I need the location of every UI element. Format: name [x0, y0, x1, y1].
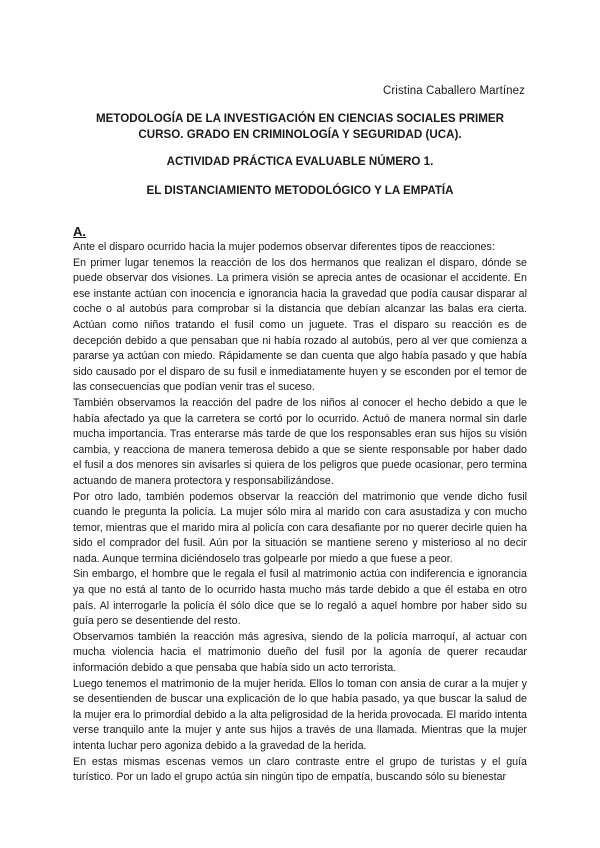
paragraph: Sin embargo, el hombre que le regala el fusil al matrimonio actúa con indiferencia e ignorancia ya que no está al tanto de lo ocurrido hasta mucho más tarde debido a que él estaba en otro país. Al interrogarle la policía él sólo dice que se lo regaló a aquel hombre por haber sido su guía pero se desentiende del resto.: [73, 568, 527, 628]
paragraph: En estas mismas escenas vemos un claro contraste entre el grupo de turistas y el guía turístico. Por un lado el grupo actúa sin ningún tipo de empatía, buscando sólo su bienestar: [73, 755, 527, 784]
paragraph: Observamos también la reacción más agresiva, siendo de la policía marroquí, al actuar con mucha violencia hacia el matrimonio dueño del fusil por la agonía de querer recaudar información debido a que pensaba que había sido un acto terrorista.: [73, 630, 527, 675]
paragraph: Por otro lado, también podemos observar la reacción del matrimonio que vende dicho fusil cuando le pregunta la policía. La mujer sólo mira al marido con cara asustadiza y con mucho temor, mientras que el marido mira al policía con cara desafiante por no querer decirle quien ha sido el comprador del fusil. Aún por la situación se mantiene sereno y misterioso al no decir nada. Aunque termina diciéndoselo tras golpearle por miedo a que fuese a peor.: [73, 490, 527, 565]
paragraph: Luego tenemos el matrimonio de la mujer herida. Ellos lo toman con ansia de curar a la mujer y se desentienden de buscar una explicación de lo que había pasado, ya que buscar la salud de la mujer era lo primordial debido a la alta peligrosidad de la herida provocada. El marido intenta verse tranquilo ante la mujer y ante sus hijos a través de una llamada. Mientras que la mujer intenta luchar pero agoniza debido a la gravedad de la herida.: [73, 677, 527, 752]
paragraph: En primer lugar tenemos la reacción de los dos hermanos que realizan el disparo, dónde se puede observar dos visiones. La primera visión se aprecia antes de ocasionar el accidente. En ese instante actúan con inocencia e ignorancia hacia la gravedad que podía causar disparar al coche o al autobús para comprobar si la distancia que debían alcanzar las balas era cierta. Actúan como niños tratando el fusil como un juguete. Tras el disparo su reacción es de decepción debido a que pensaban que ni había rozado al autobús, pero al ver que comienza a pararse ya actúan con miedo. Rápidamente se dan cuenta que algo había pasado y que había sido causado por el disparo de su fusil e inmediatamente huyen y se esconden por el temor de las consecuencias que podían venir tras el suceso.: [73, 256, 527, 394]
document-title: METODOLOGÍA DE LA INVESTIGACIÓN EN CIENCIAS SOCIALES PRIMER CURSO. GRADO EN CRIMINOLOGÍA Y SEGURIDAD (UCA).: [96, 112, 504, 141]
paragraph: También observamos la reacción del padre de los niños al conocer el hecho debido a que le había afectado ya que la carretera se cortó por lo ocurrido. Actuó de manera normal sin darle mucha importancia. Tras enterarse más tarde de que los responsables eran sus hijos su visión cambia, y reacciona de manera temerosa debido a que se siente responsable por haber dado el fusil a dos menores sin avisarles si quiera de los peligros que puede ocasionar, pero termina actuando de manera protectora y responsabilizándose.: [73, 396, 527, 487]
section-body: [73, 240, 527, 786]
section-heading: A.: [73, 224, 86, 239]
activity-title: ACTIVIDAD PRÁCTICA EVALUABLE NÚMERO 1.: [166, 155, 434, 168]
author-name: Cristina Caballero Martínez: [382, 85, 525, 97]
paragraph: Ante el disparo ocurrido hacia la mujer podemos observar diferentes tipos de reacciones:: [73, 241, 495, 253]
activity-subtitle: EL DISTANCIAMIENTO METODOLÓGICO Y LA EMPATÍA: [146, 184, 454, 197]
